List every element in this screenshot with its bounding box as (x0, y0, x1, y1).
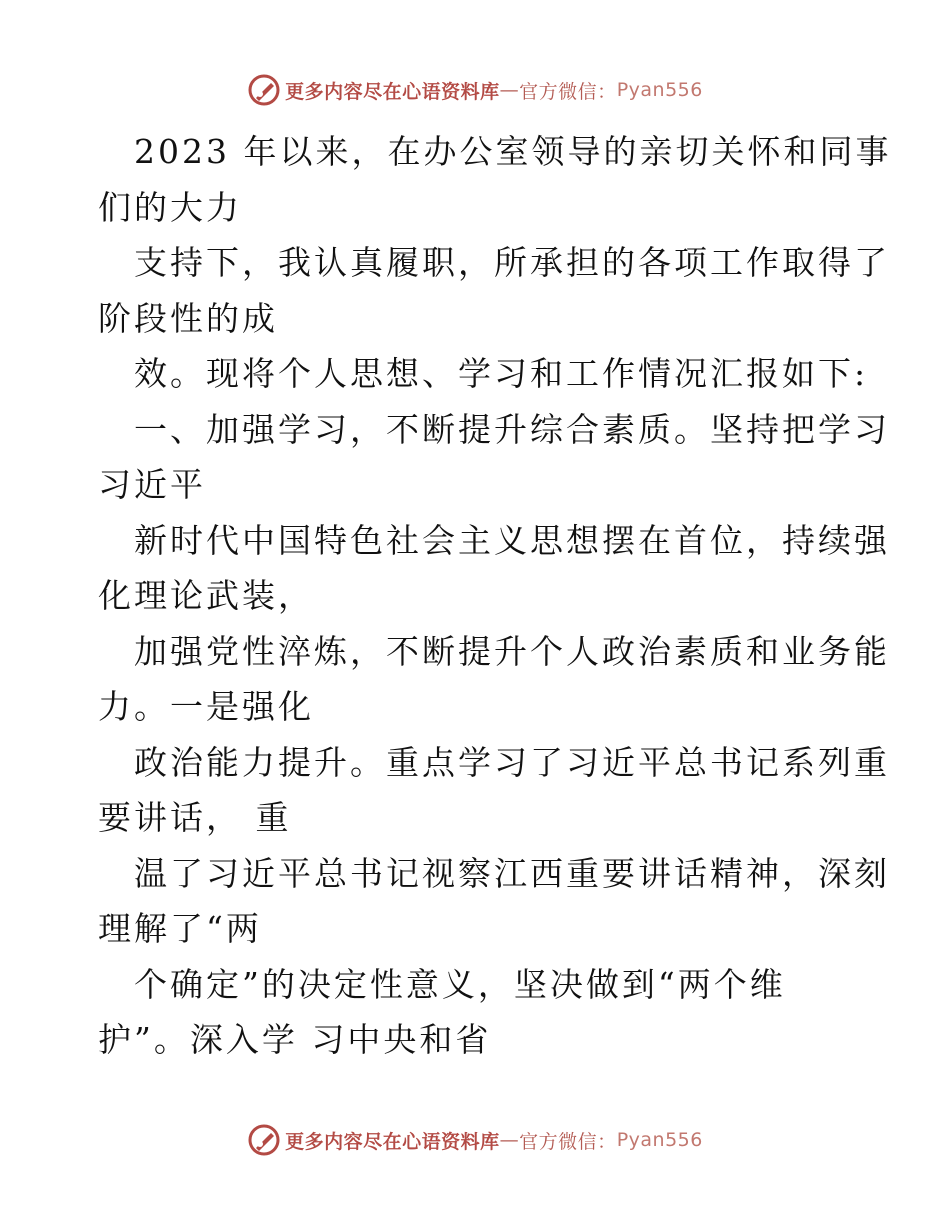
text-line: 化理论武装， (98, 576, 314, 615)
footer-watermark (0, 1120, 950, 1160)
text-line: 要讲话， 重 (98, 798, 292, 837)
pen-logo-icon (247, 73, 281, 107)
text-line: 支持下，我认真履职，所承担的各项工作取得了 (134, 243, 890, 282)
watermark-official: 官方微信： (519, 1130, 617, 1153)
text-line: 阶段性的成 (98, 298, 278, 338)
text-line: 习近平 (98, 465, 206, 504)
document-body (98, 124, 892, 1068)
watermark-dash: — (499, 79, 520, 101)
watermark-dash: — (499, 1129, 520, 1151)
text-line: 们的大力 (98, 187, 242, 227)
text-line: 护”。深入学 习中央和省 (98, 1020, 492, 1059)
text-line: 加强党性淬炼，不断提升个人政治素质和业务能 (134, 631, 890, 671)
text-line: 个确定”的决定性意义，坚决做到“两个维 (134, 964, 786, 1004)
header-watermark (0, 70, 950, 110)
pen-logo-icon (247, 1123, 281, 1157)
text-line: 2023 年以来，在办公室领导的亲切关怀和同事 (134, 132, 892, 171)
text-line: 政治能力提升。重点学习了习近平总书记系列重 (134, 742, 890, 782)
text-line: 温了习近平总书记视察江西重要讲话精神，深刻 (134, 853, 890, 893)
watermark-official: 官方微信： (519, 80, 617, 103)
text-line: 效。现将个人思想、学习和工作情况汇报如下: (134, 354, 869, 393)
watermark-brand: 更多内容尽在心语资料库 (285, 1130, 500, 1153)
text-line: 力。一是强化 (98, 687, 314, 726)
watermark-wechat-id: Pyan556 (616, 1129, 703, 1151)
text-line: 理解了“两 (98, 909, 262, 948)
watermark-wechat-id: Pyan556 (616, 79, 703, 101)
text-line: 新时代中国特色社会主义思想摆在首位，持续强 (134, 520, 890, 560)
text-line: 一、加强学习，不断提升综合素质。坚持把学习 (134, 409, 890, 449)
watermark-brand: 更多内容尽在心语资料库 (285, 80, 500, 103)
